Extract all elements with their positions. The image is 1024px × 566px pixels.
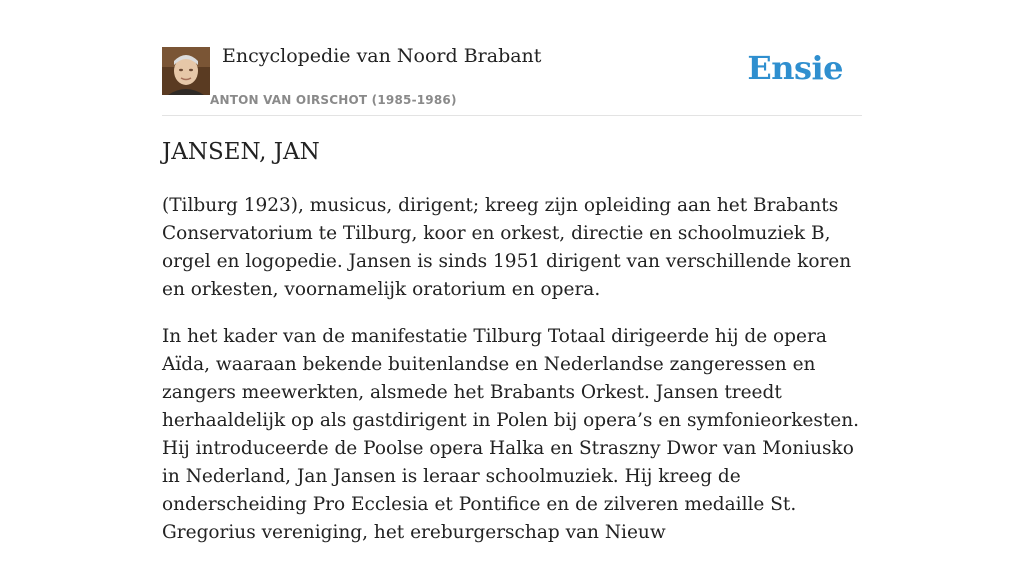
article-container <box>162 0 862 543</box>
publication-title-link[interactable]: Encyclopedie van Noord Brabant <box>222 45 542 67</box>
article-body <box>162 192 862 566</box>
article-header <box>162 0 862 116</box>
portrait-image <box>162 47 210 95</box>
author-link[interactable]: ANTON VAN OIRSCHOT (1985-1986) <box>210 93 457 107</box>
article-paragraph: (Tilburg 1923), musicus, dirigent; kreeg zijn opleiding aan het Brabants Conservatorium te Tilburg, koor en orkest, directie en schoolmuziek B, orgel en logopedie. Jansen is sinds 1951 dirigent van verschillende koren en orkesten, voornamelijk oratorium en opera. <box>162 195 852 300</box>
article-paragraph: In het kader van de manifestatie Tilburg Totaal dirigeerde hij de opera Aïda, waaraan bekende buitenlandse en Nederlandse zangeressen en zangers meewerkten, alsmede het Brabants Orkest. Jansen treedt herhaaldelijk op als gastdirigent in Polen bij opera’s en symfonieorkesten. Hij introduceerde de Poolse opera Halka en Straszny Dwor van Moniusko in Nederland, Jan Jansen is leraar schoolmuziek. Hij kreeg de onderscheiding Pro Ecclesia et Pontifice en de zilveren medaille St. Gregorius vereniging, het ereburgerschap van Nieuw <box>162 326 860 543</box>
article-title: JANSEN, JAN <box>162 139 320 165</box>
ensie-logo-link[interactable]: Ensie <box>747 49 843 87</box>
author-avatar[interactable] <box>162 47 210 95</box>
